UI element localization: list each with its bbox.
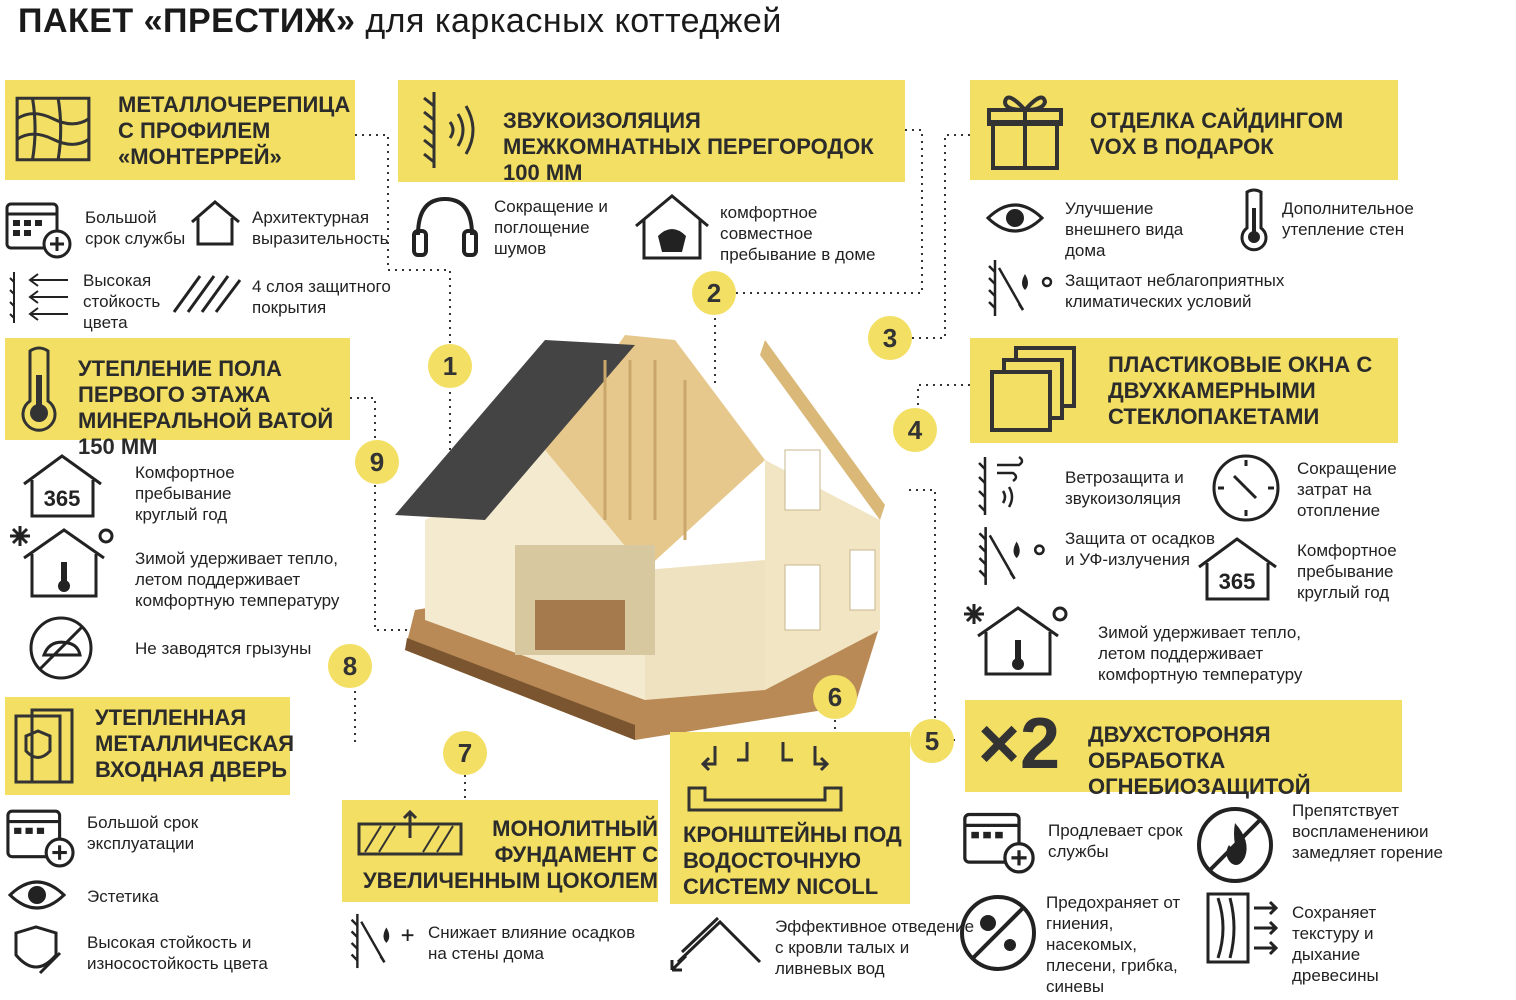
badge-5: 5 — [910, 719, 954, 763]
page-title — [18, 2, 782, 41]
feature-no-rodents: Не заводятся грызуны — [135, 639, 312, 658]
feature-long-life: Большой срок службы — [85, 208, 186, 248]
panel-fire-bio-title: ДВУХСТОРОНЯЯ ОБРАБОТКА ОГНЕБИОЗАЩИТОЙ — [1088, 722, 1311, 799]
gutter-bracket-icon — [685, 740, 845, 815]
panel-gutter-title: КРОНШТЕЙНЫ ПОД ВОДОСТОЧНУЮ СИСТЕМУ NICOLL — [683, 822, 902, 899]
calendar-plus-icon — [5, 198, 73, 258]
house-365-icon-2 — [1195, 535, 1280, 603]
feature-comfort-year: Комфортное пребывание круглый год — [135, 463, 235, 524]
rain-protect-icon — [345, 912, 420, 970]
climate-house-icon-2 — [962, 600, 1074, 678]
feature-extend-life: Продлевает срок службы — [1048, 821, 1183, 861]
feature-fire-resist: Препятствует воспламенениюи замедляет горение — [1292, 801, 1443, 862]
calendar-plus-icon-3 — [962, 808, 1037, 873]
layers-icon — [170, 272, 242, 317]
badge-8: 8 — [328, 644, 372, 688]
feature-climate-protect: Защитаот неблагоприятных климатических условий — [1065, 271, 1285, 311]
feature-color-wear: Высокая стойкость и износостойкость цвета — [87, 933, 268, 973]
wood-texture-icon — [1200, 888, 1280, 968]
weather-protect-icon — [985, 258, 1057, 318]
feature-wind-sound: Ветрозащита и звукоизоляция — [1065, 468, 1184, 508]
panel-windows-title: ПЛАСТИКОВЫЕ ОКНА С ДВУХКАМЕРНЫМИ СТЕКЛОПАКЕТАМИ — [1108, 352, 1373, 429]
feature-noise-reduction: Сокращение и поглощение шумов — [494, 197, 608, 258]
panel-foundation-title: МОНОЛИТНЫЙ ФУНДАМЕНТ С УВЕЛИЧЕННЫМ ЦОКОЛЕМ — [363, 816, 658, 893]
wind-sound-icon — [975, 455, 1030, 517]
shield-brush-icon — [10, 925, 66, 983]
title-rest: для каркасных коттеджей — [355, 2, 782, 40]
panel-floor-title: УТЕПЛЕНИЕ ПОЛА ПЕРВОГО ЭТАЖА МИНЕРАЛЬНОЙ ВАТОЙ 150 ММ — [78, 356, 334, 459]
metal-tile-icon — [12, 88, 94, 170]
gift-icon — [985, 88, 1065, 172]
house-family-icon — [632, 192, 712, 262]
feature-heating-savings: Сокращение затрат на отопление — [1297, 459, 1397, 520]
feature-long-exploitation: Большой срок эксплуатации — [87, 813, 199, 853]
panel-roof-title: МЕТАЛЛОЧЕРЕПИЦА С ПРОФИЛЕМ «МОНТЕРРЕЙ» — [118, 92, 351, 169]
feature-climate: Зимой удерживает тепло, летом поддерживает комфортную температуру — [135, 549, 340, 610]
panel-siding-title: ОТДЕЛКА САЙДИНГОМ VOX В ПОДАРОК — [1090, 108, 1344, 159]
thermometer-icon-2 — [1235, 188, 1273, 250]
feature-aesthetics: Эстетика — [87, 887, 159, 906]
feature-color-resist: Высокая стойкость цвета — [83, 271, 161, 332]
eye-icon-2 — [985, 198, 1045, 238]
door-shield-icon — [12, 706, 77, 786]
feature-extra-insulation: Дополнительное утепление стен — [1282, 199, 1414, 239]
uv-protect-icon — [975, 525, 1050, 587]
i365-text: 365 — [43, 486, 81, 511]
no-rodents-icon — [28, 615, 94, 681]
badge-2: 2 — [692, 271, 736, 315]
badge-6: 6 — [813, 675, 857, 719]
feature-precipitation: Снижает влияние осадков на стены дома — [428, 923, 636, 963]
window-icon — [988, 346, 1078, 434]
sound-wall-icon — [410, 90, 480, 170]
feature-layers: 4 слоя защитного покрытия — [252, 277, 391, 317]
badge-3: 3 — [868, 316, 912, 360]
panel-door-title: УТЕПЛЕННАЯ МЕТАЛЛИЧЕСКАЯ ВХОДНАЯ ДВЕРЬ — [95, 705, 295, 782]
color-resist-icon — [8, 270, 72, 325]
badge-1: 1 — [428, 344, 472, 388]
house-outline-icon — [188, 198, 243, 248]
calendar-plus-icon-2 — [5, 805, 77, 867]
x2-badge: ×2 — [978, 704, 1061, 784]
feature-comfort-year-2: Комфортное пребывание круглый год — [1297, 541, 1397, 602]
feature-bio-protect: Предохраняет от гниения, насекомых, плесени, грибка, синевы — [1046, 893, 1181, 996]
no-fire-icon — [1195, 805, 1275, 885]
feature-architecture: Архитектурная выразительность — [252, 208, 389, 248]
headphones-icon — [410, 195, 480, 257]
panel-sound-title: ЗВУКОИЗОЛЯЦИЯ МЕЖКОМНАТНЫХ ПЕРЕГОРОДОК 100 ММ — [503, 108, 874, 185]
title-bold: ПАКЕТ «ПРЕСТИЖ» — [18, 2, 356, 40]
thermometer-icon — [14, 345, 64, 433]
badge-9: 9 — [355, 440, 399, 484]
feature-uv-protect: Защита от осадков и УФ-излучения — [1065, 529, 1216, 569]
eye-icon — [8, 875, 66, 915]
roof-drain-icon — [668, 912, 768, 974]
house-365-icon — [20, 452, 105, 520]
feature-climate-2: Зимой удерживает тепло, летом поддерживает комфортную температуру — [1098, 623, 1303, 684]
feature-exterior-look: Улучшение внешнего вида дома — [1065, 199, 1184, 260]
clock-icon — [1210, 452, 1282, 524]
i365-text-2: 365 — [1218, 569, 1256, 594]
badge-4: 4 — [893, 408, 937, 452]
feature-drainage: Эффективное отведение с кровли талых и ливневых вод — [775, 917, 975, 978]
badge-7: 7 — [443, 731, 487, 775]
feature-wood-breath: Сохраняет текстуру и дыхание древесины — [1292, 903, 1379, 985]
climate-house-icon — [8, 522, 120, 600]
feature-comfort-together: комфортное совместное пребывание в доме — [720, 203, 876, 264]
